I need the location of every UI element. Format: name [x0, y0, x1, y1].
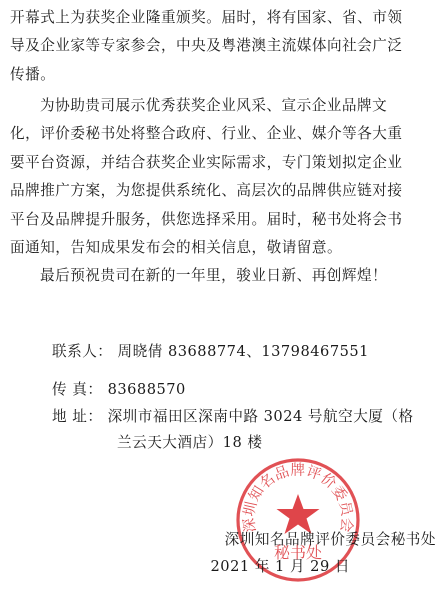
- address-row-continued: [117, 431, 262, 452]
- paragraph-line: 为协助贵司展示优秀获奖企业风采、宣示企业品牌文: [40, 97, 388, 114]
- paragraph-line: 最后预祝贵司在新的一年里，骏业日新、再创辉煌！: [40, 267, 388, 284]
- fax-row: [52, 378, 186, 399]
- fax-label: 传 真：: [52, 381, 103, 398]
- address-row: [52, 405, 414, 426]
- svg-text:深圳知名品牌评价委员会: 深圳知名品牌评价委员会: [241, 462, 355, 534]
- paragraph-line: 平台及品牌提升服务，供您选择采用。届时，秘书处将会书: [10, 210, 403, 228]
- paragraph-line: 导及企业家等专家参会，中央及粤港澳主流媒体向社会广泛: [10, 37, 403, 55]
- paragraph-line: 传播。: [10, 65, 56, 83]
- paragraph-line: 品牌推广方案，为您提供系统化、高层次的品牌供应链对接: [10, 182, 403, 200]
- paragraph-closing: [10, 262, 436, 290]
- paragraph-ceremony: [10, 4, 436, 89]
- paragraph-line: 化，评价委秘书处将整合政府、行业、企业、媒介等各大重: [10, 125, 403, 143]
- address-line-2: 兰云天大酒店）18 楼: [117, 434, 263, 451]
- svg-text:秘书处: 秘书处: [273, 543, 323, 562]
- signature-date: 2021 年 1 月 29 日: [210, 558, 350, 575]
- contact-person-value: 周晓倩 83688774、13798467551: [117, 343, 369, 360]
- contact-person-label: 联系人：: [52, 343, 113, 360]
- paragraph-brand-promotion: [10, 92, 436, 262]
- paragraph-line: 面通知，告知成果发布会的相关信息，敬请留意。: [10, 239, 343, 257]
- address-line-1: 深圳市福田区深南中路 3024 号航空大厦（格: [107, 408, 414, 425]
- contact-person-row: [52, 340, 369, 361]
- paragraph-line: 要平台资源，并结合获奖企业实际需求，专门策划拟定企业: [10, 153, 403, 171]
- signature-organization: 深圳知名品牌评价委员会秘书处: [224, 531, 436, 548]
- fax-value: 83688570: [107, 381, 186, 398]
- paragraph-line: 开幕式上为获奖企业隆重颁奖。届时，将有国家、省、市领: [10, 9, 403, 26]
- address-label: 地 址：: [52, 408, 103, 425]
